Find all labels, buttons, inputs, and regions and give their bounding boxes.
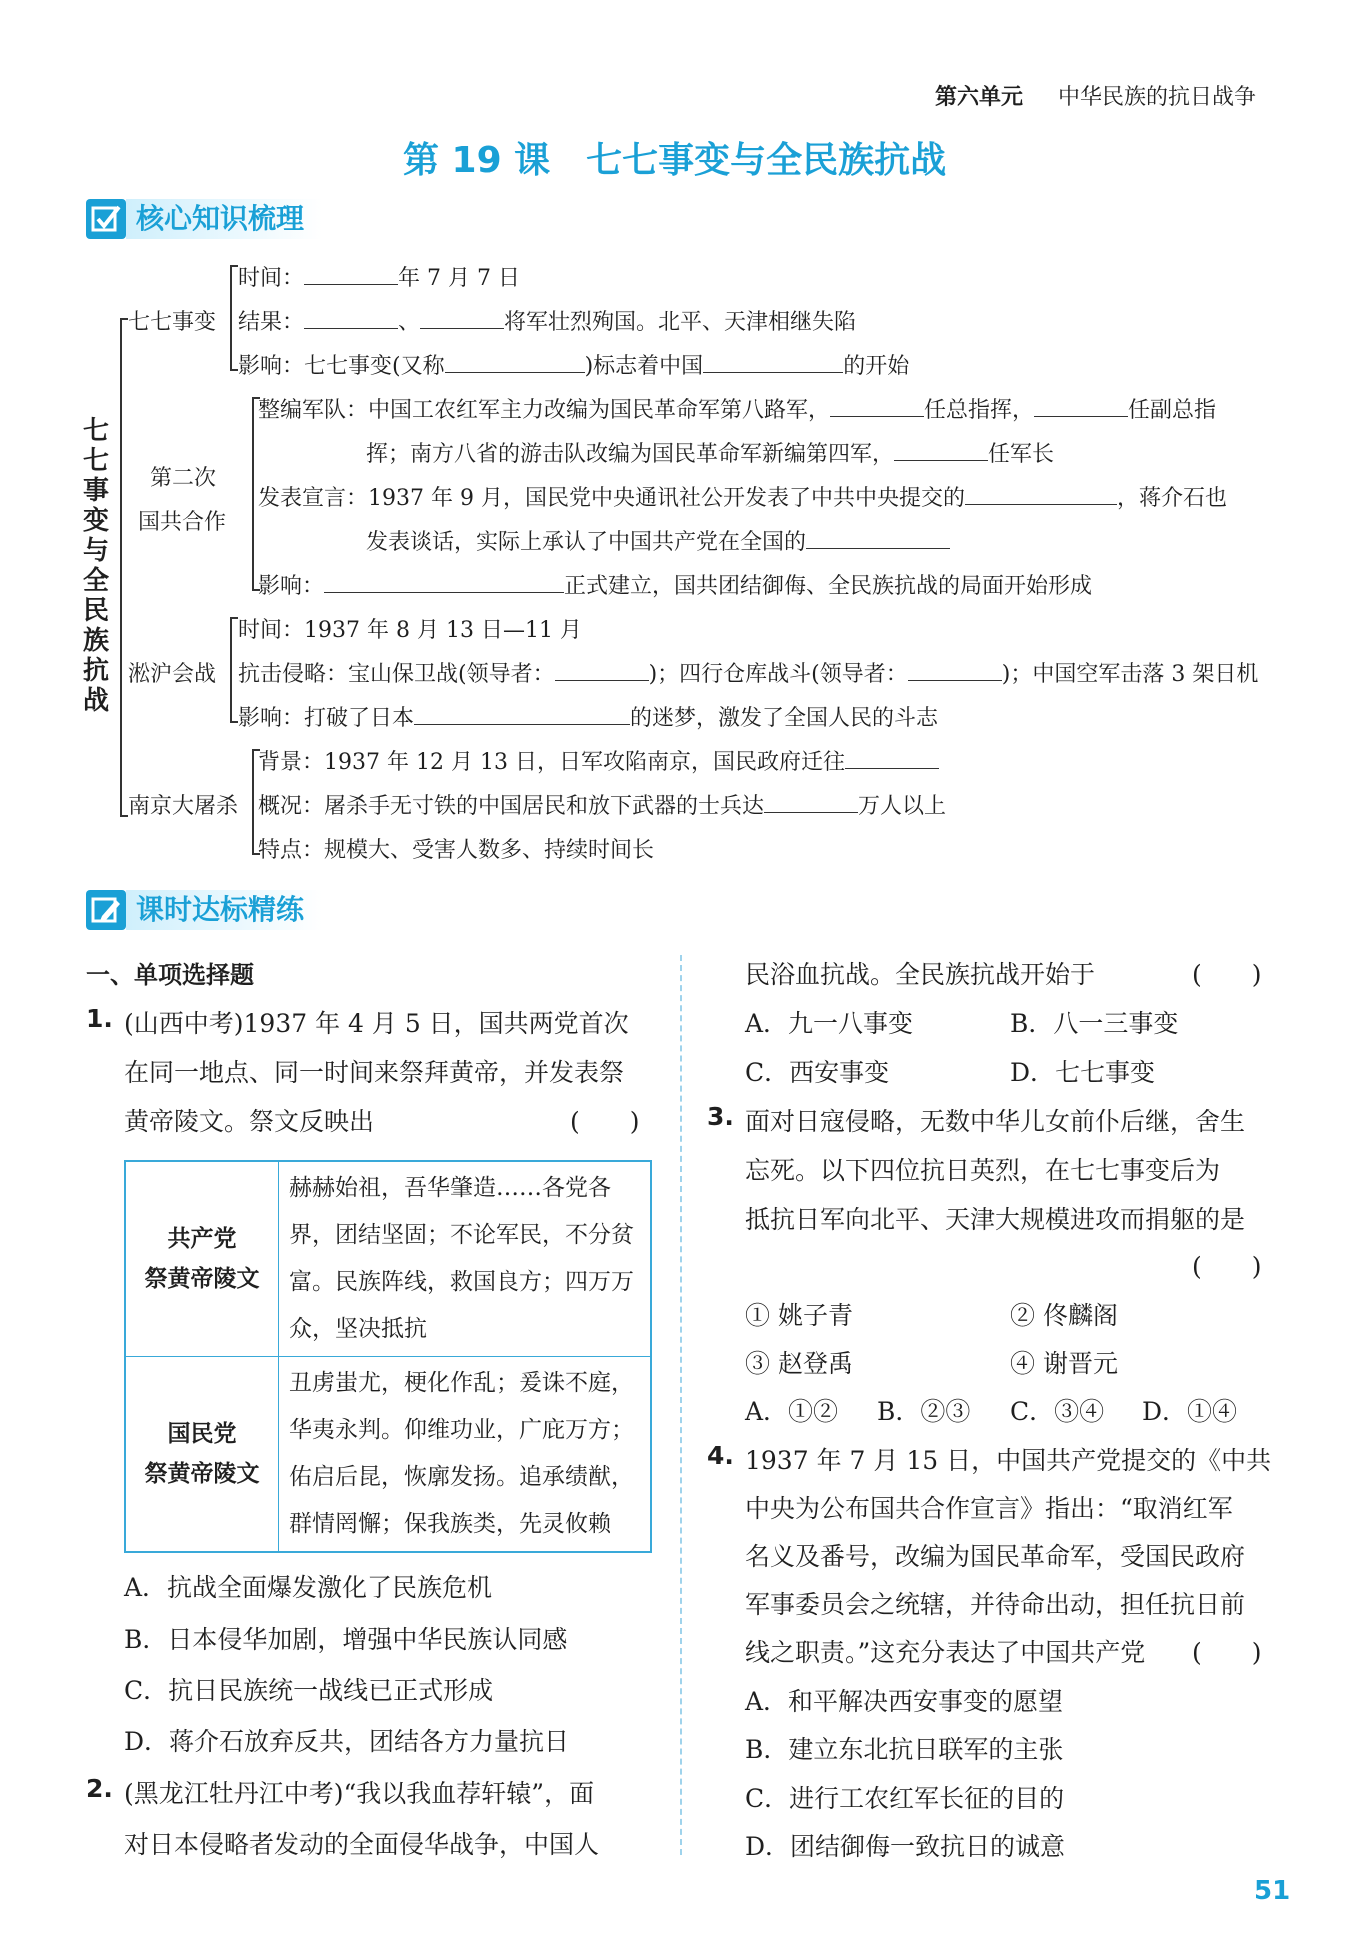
gg-declaration: 发表宣言：1937 年 9 月，国民党中央通讯社公开发表了中共中央提交的 ，蒋介石也	[258, 481, 1227, 512]
page-number: 51	[1254, 1876, 1291, 1906]
unit-label: 第六单元	[935, 85, 1024, 110]
gg-reorg: 整编军队：中国工农红军主力改编为国民革命军第八路军， 任总指挥， 任副总指	[258, 393, 1216, 424]
q1-option-b[interactable]: B．日本侵华加剧，增强中华民族认同感	[124, 1625, 568, 1654]
q4-stem-2: 中央为公布国共合作宣言》指出：“取消红军	[745, 1494, 1233, 1523]
table-line: 赫赫始祖，吾华肇造……各党各	[289, 1175, 611, 1201]
table-line: 华夷永判。仰维功业，广庇万方；	[289, 1417, 634, 1443]
q2-answer-paren: ( )	[1192, 960, 1262, 989]
q4-answer-paren: ( )	[1192, 1638, 1262, 1667]
cpc-label: 共产党	[167, 1226, 237, 1252]
kmt-label: 国民党	[167, 1421, 237, 1447]
q4-stem-4: 军事委员会之统辖，并待命出动，担任抗日前	[745, 1590, 1246, 1619]
kmt-label-2: 祭黄帝陵文	[144, 1461, 260, 1487]
q3-option-b[interactable]: B．②③	[877, 1397, 971, 1426]
q1-option-c[interactable]: C．抗日民族统一战线已正式形成	[124, 1676, 494, 1705]
root-brace	[120, 318, 128, 817]
q1-stem-2: 在同一地点、同一时间来祭拜黄帝，并发表祭	[124, 1058, 625, 1087]
section-title: 核心知识梳理	[126, 199, 322, 239]
pencil-icon	[86, 890, 126, 930]
tree-root-label: 七七事变与全民族抗战	[83, 416, 110, 716]
q4-option-b[interactable]: B．建立东北抗日联军的主张	[745, 1735, 1064, 1764]
table-line: 界，团结坚固；不论军民，不分贫	[289, 1222, 634, 1248]
q1-option-a[interactable]: A．抗战全面爆发激化了民族危机	[124, 1573, 493, 1602]
qq-time: 时间： 年 7 月 7 日	[238, 261, 520, 292]
nj-overview: 概况：屠杀手无寸铁的中国居民和放下武器的士兵达 万人以上	[258, 789, 946, 820]
q4-number: 4.	[707, 1441, 734, 1470]
table-line: 佑启后昆，恢廓发扬。追承绩猷，	[289, 1464, 634, 1490]
gg-impact: 影响： 正式建立，国共团结御侮、全民族抗战的局面开始形成	[258, 569, 1092, 600]
checkbox-icon	[86, 199, 126, 239]
q2-number: 2.	[86, 1774, 113, 1803]
q2-option-b[interactable]: B．八一三事变	[1010, 1009, 1179, 1038]
sh-label: 淞沪会战	[128, 662, 217, 687]
q4-stem-1: 1937 年 7 月 15 日，中国共产党提交的《中共	[745, 1446, 1272, 1475]
q1-option-d[interactable]: D．蒋介石放弃反共，团结各方力量抗日	[124, 1727, 570, 1756]
qq-impact: 影响：七七事变(又称 )标志着中国 的开始	[238, 349, 909, 380]
q4-stem-3: 名义及番号，改编为国民革命军，受国民政府	[745, 1542, 1246, 1571]
gg-declaration-2: 发表谈话，实际上承认了中国共产党在全国的	[366, 525, 950, 556]
qq-brace	[230, 265, 238, 371]
q3-option-d[interactable]: D．①④	[1142, 1397, 1238, 1426]
gg-reorg-2: 挥；南方八省的游击队改编为国民革命军新编第四军， 任军长	[366, 437, 1054, 468]
table-line: 群情罔懈；保我族类，先灵攸赖	[289, 1511, 611, 1537]
sh-time: 时间：1937 年 8 月 13 日—11 月	[238, 618, 582, 643]
sh-fight: 抗击侵略：宝山保卫战(领导者： )；四行仓库战斗(领导者： )；中国空军击落 3 架日机	[238, 657, 1258, 688]
q3-item-3: ③ 赵登禹	[745, 1349, 853, 1378]
q2-stem-1: (黑龙江牡丹江中考)“我以我血荐轩辕”，面	[124, 1779, 595, 1808]
sh-impact: 影响：打破了日本 的迷梦，激发了全国人民的斗志	[238, 701, 938, 732]
lesson-title: 第 19 课 七七事变与全民族抗战	[403, 140, 947, 181]
table-row	[125, 1161, 651, 1357]
table-header-cell	[125, 1161, 279, 1357]
table-text-cell	[279, 1161, 652, 1357]
q2-option-a[interactable]: A．九一八事变	[745, 1009, 914, 1038]
q2-option-c[interactable]: C．西安事变	[745, 1058, 890, 1087]
q4-stem-5: 线之职责。”这充分表达了中国共产党	[745, 1638, 1146, 1667]
q3-item-2: ② 佟麟阁	[1010, 1301, 1118, 1330]
q4-option-d[interactable]: D．团结御侮一致抗日的诚意	[745, 1832, 1066, 1861]
unit-title: 中华民族的抗日战争	[1058, 85, 1257, 110]
gg-label-1: 第二次	[150, 466, 217, 491]
section-core-knowledge	[86, 199, 322, 239]
q1-comparison-table	[124, 1160, 652, 1553]
q3-stem-3: 抵抗日军向北平、天津大规模进攻而捐躯的是	[745, 1205, 1246, 1234]
nj-features: 特点：规模大、受害人数多、持续时间长	[258, 838, 655, 863]
q3-number: 3.	[707, 1102, 734, 1131]
q3-stem-2: 忘死。以下四位抗日英烈，在七七事变后为	[745, 1156, 1221, 1185]
table-row	[125, 1357, 651, 1553]
q3-stem-1: 面对日寇侵略，无数中华儿女前仆后继，舍生	[745, 1107, 1246, 1136]
q4-option-a[interactable]: A．和平解决西安事变的愿望	[745, 1687, 1064, 1716]
qq-result: 结果： 、 将军壮烈殉国。北平、天津相继失陷	[238, 305, 856, 336]
column-divider	[680, 955, 682, 1855]
q2-stem-2: 对日本侵略者发动的全面侵华战争，中国人	[124, 1830, 600, 1859]
nj-label: 南京大屠杀	[128, 794, 239, 819]
gg-label-2: 国共合作	[138, 510, 227, 535]
table-header-cell	[125, 1357, 279, 1553]
sh-brace	[230, 617, 238, 723]
table-text-cell	[279, 1357, 652, 1553]
table-line: 富。民族阵线，救国良方；四万万	[289, 1269, 634, 1295]
q2-option-d[interactable]: D．七七事变	[1010, 1058, 1156, 1087]
section-title: 课时达标精练	[126, 890, 322, 930]
table-line: 丑虏蚩尤，梗化作乱；爰诛不庭，	[289, 1370, 634, 1396]
q1-stem-1: (山西中考)1937 年 4 月 5 日，国共两党首次	[124, 1009, 629, 1038]
table-line: 众，坚决抵抗	[289, 1316, 427, 1342]
q1-answer-paren: ( )	[570, 1107, 640, 1136]
q1-number: 1.	[86, 1004, 113, 1033]
q3-option-c[interactable]: C．③④	[1010, 1397, 1105, 1426]
qq-label: 七七事变	[128, 310, 217, 335]
q2-stem-3: 民浴血抗战。全民族抗战开始于	[745, 960, 1096, 989]
section-practice	[86, 890, 322, 930]
q3-item-1: ① 姚子青	[745, 1301, 853, 1330]
q3-answer-paren: ( )	[1192, 1252, 1262, 1281]
q1-stem-3: 黄帝陵文。祭文反映出	[124, 1107, 375, 1136]
q3-option-a[interactable]: A．①②	[745, 1397, 839, 1426]
q3-item-4: ④ 谢晋元	[1010, 1349, 1118, 1378]
q4-option-c[interactable]: C．进行工农红军长征的目的	[745, 1784, 1065, 1813]
part-title: 一、单项选择题	[86, 961, 254, 989]
nj-background: 背景：1937 年 12 月 13 日，日军攻陷南京，国民政府迁往	[258, 745, 939, 776]
cpc-label-2: 祭黄帝陵文	[144, 1266, 260, 1292]
